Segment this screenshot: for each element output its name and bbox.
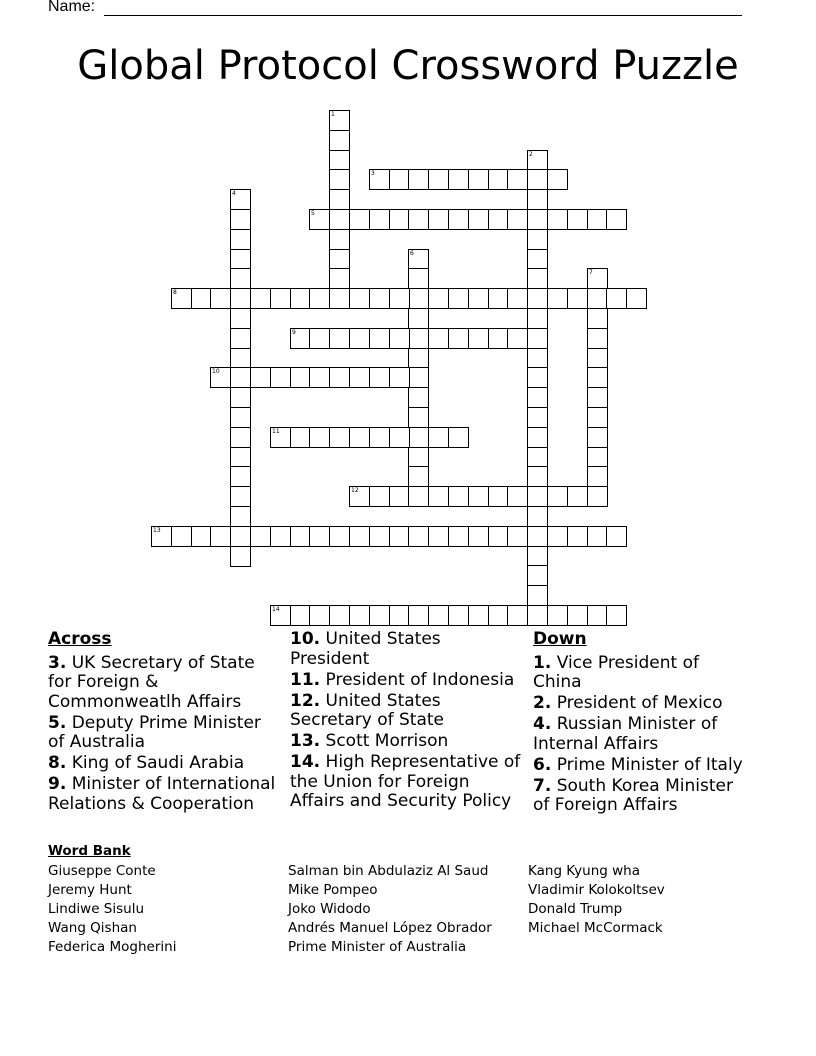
crossword-cell[interactable] <box>606 209 627 230</box>
crossword-cell[interactable] <box>606 288 627 309</box>
crossword-cell[interactable] <box>408 605 429 626</box>
cell-number: 9 <box>292 329 296 336</box>
word-bank-heading: Word Bank <box>48 843 131 859</box>
crossword-cell[interactable] <box>230 348 251 369</box>
crossword-cell[interactable] <box>329 150 350 171</box>
crossword-cell[interactable] <box>210 526 231 547</box>
crossword-cell[interactable] <box>270 367 291 388</box>
cell-number: 11 <box>272 428 280 435</box>
crossword-cell[interactable] <box>527 229 548 250</box>
crossword-cell[interactable] <box>408 407 429 428</box>
crossword-cell[interactable] <box>210 288 231 309</box>
crossword-cell[interactable] <box>230 447 251 468</box>
crossword-cell[interactable] <box>507 605 528 626</box>
crossword-cell[interactable] <box>408 526 429 547</box>
word-bank-item: Kang Kyung wha <box>528 863 641 879</box>
crossword-cell[interactable] <box>606 526 627 547</box>
crossword-cell[interactable] <box>587 447 608 468</box>
crossword-cell[interactable] <box>191 288 212 309</box>
crossword-cell[interactable] <box>587 367 608 388</box>
clue-item <box>290 630 522 669</box>
down-clue-list <box>533 654 743 816</box>
crossword-cell[interactable] <box>527 427 548 448</box>
cell-number: 10 <box>212 368 220 375</box>
crossword-cell[interactable] <box>527 169 548 190</box>
crossword-cell[interactable] <box>329 189 350 210</box>
crossword-cell[interactable] <box>448 288 469 309</box>
clue-item <box>48 654 276 713</box>
crossword-cell[interactable] <box>329 229 350 250</box>
crossword-cell[interactable] <box>547 605 568 626</box>
crossword-cell[interactable] <box>290 288 311 309</box>
clue-item <box>48 714 276 753</box>
crossword-cell[interactable] <box>527 189 548 210</box>
crossword-cell[interactable] <box>428 328 449 349</box>
crossword-cell[interactable] <box>369 605 390 626</box>
crossword-cell[interactable] <box>468 169 489 190</box>
clue-text: High Representative of the Union for Foreign Affairs and Security Policy <box>290 752 521 811</box>
crossword-cell[interactable] <box>389 209 410 230</box>
crossword-cell[interactable] <box>230 288 251 309</box>
crossword-cell[interactable] <box>448 169 469 190</box>
clue-text: Russian Minister of Internal Affairs <box>533 714 718 754</box>
crossword-cell[interactable] <box>468 328 489 349</box>
crossword-cell[interactable] <box>408 169 429 190</box>
crossword-cell[interactable] <box>230 526 251 547</box>
word-bank-item: Mike Pompeo <box>288 882 378 898</box>
crossword-cell[interactable] <box>369 367 390 388</box>
clue-item <box>533 654 743 693</box>
crossword-cell[interactable] <box>230 506 251 527</box>
crossword-cell[interactable] <box>408 387 429 408</box>
crossword-cell[interactable] <box>369 328 390 349</box>
crossword-cell[interactable] <box>507 486 528 507</box>
crossword-cell[interactable] <box>408 367 429 388</box>
crossword-cell[interactable] <box>428 605 449 626</box>
word-bank-column-2 <box>288 862 492 957</box>
crossword-cell[interactable] <box>507 209 528 230</box>
word-bank-item: Andrés Manuel López Obrador <box>288 920 492 936</box>
crossword-cell[interactable] <box>408 486 429 507</box>
crossword-cell[interactable] <box>329 427 350 448</box>
crossword-cell[interactable] <box>210 367 231 388</box>
crossword-cell[interactable] <box>250 288 271 309</box>
crossword-cell[interactable] <box>587 526 608 547</box>
crossword-cell[interactable] <box>230 466 251 487</box>
crossword-cell[interactable] <box>369 209 390 230</box>
crossword-cell[interactable] <box>527 585 548 606</box>
crossword-cell[interactable] <box>587 466 608 487</box>
crossword-cell[interactable] <box>329 110 350 131</box>
clue-text: Vice President of China <box>533 652 699 692</box>
crossword-cell[interactable] <box>567 526 588 547</box>
crossword-cell[interactable] <box>329 526 350 547</box>
clue-item <box>290 753 522 812</box>
crossword-cell[interactable] <box>587 268 608 289</box>
crossword-cell[interactable] <box>428 526 449 547</box>
crossword-cell[interactable] <box>369 526 390 547</box>
crossword-cell[interactable] <box>527 387 548 408</box>
cell-number: 13 <box>153 527 161 534</box>
crossword-cell[interactable] <box>408 249 429 270</box>
crossword-cell[interactable] <box>527 565 548 586</box>
crossword-cell[interactable] <box>389 427 410 448</box>
crossword-cell[interactable] <box>329 328 350 349</box>
crossword-cell[interactable] <box>349 486 370 507</box>
clue-number: 8. <box>48 753 67 773</box>
crossword-cell[interactable] <box>349 605 370 626</box>
word-bank-item: Vladimir Kolokoltsev <box>528 882 665 898</box>
crossword-cell[interactable] <box>527 150 548 171</box>
name-label: Name: <box>48 0 96 15</box>
clue-number: 9. <box>48 774 67 794</box>
crossword-cell[interactable] <box>171 288 192 309</box>
crossword-cell[interactable] <box>230 268 251 289</box>
crossword-cell[interactable] <box>329 367 350 388</box>
crossword-cell[interactable] <box>448 427 469 448</box>
crossword-cell[interactable] <box>527 328 548 349</box>
crossword-cell[interactable] <box>250 367 271 388</box>
crossword-cell[interactable] <box>567 288 588 309</box>
crossword-cell[interactable] <box>448 209 469 230</box>
crossword-cell[interactable] <box>230 308 251 329</box>
crossword-cell[interactable] <box>587 308 608 329</box>
crossword-cell[interactable] <box>507 288 528 309</box>
clue-item <box>533 715 743 754</box>
crossword-cell[interactable] <box>230 407 251 428</box>
crossword-cell[interactable] <box>587 209 608 230</box>
crossword-cell[interactable] <box>408 209 429 230</box>
crossword-cell[interactable] <box>527 348 548 369</box>
clue-number: 12. <box>290 690 321 711</box>
crossword-cell[interactable] <box>527 526 548 547</box>
crossword-cell[interactable] <box>329 249 350 270</box>
crossword-cell[interactable] <box>587 328 608 349</box>
clue-number: 3. <box>48 652 67 673</box>
clue-text: President of Mexico <box>556 693 723 713</box>
crossword-cell[interactable] <box>349 209 370 230</box>
clue-item <box>290 671 522 691</box>
crossword-cell[interactable] <box>369 486 390 507</box>
crossword-cell[interactable] <box>329 209 350 230</box>
crossword-cell[interactable] <box>507 169 528 190</box>
crossword-cell[interactable] <box>230 427 251 448</box>
cell-number: 7 <box>589 269 593 276</box>
word-bank-item: Salman bin Abdulaziz Al Saud <box>288 863 489 879</box>
crossword-cell[interactable] <box>349 328 370 349</box>
crossword-cell[interactable] <box>448 328 469 349</box>
clue-column-3 <box>533 630 743 817</box>
crossword-cell[interactable] <box>587 387 608 408</box>
crossword-cell[interactable] <box>230 486 251 507</box>
crossword-cell[interactable] <box>527 447 548 468</box>
crossword-cell[interactable] <box>468 526 489 547</box>
crossword-cell[interactable] <box>488 328 509 349</box>
crossword-cell[interactable] <box>389 328 410 349</box>
crossword-cell[interactable] <box>270 288 291 309</box>
crossword-cell[interactable] <box>329 169 350 190</box>
crossword-cell[interactable] <box>309 367 330 388</box>
clue-item <box>48 754 276 774</box>
cell-number: 6 <box>410 250 414 257</box>
crossword-cell[interactable] <box>290 605 311 626</box>
clue-text: Scott Morrison <box>325 731 449 751</box>
clue-number: 4. <box>533 714 552 734</box>
crossword-cell[interactable] <box>547 209 568 230</box>
cell-number: 1 <box>331 111 335 118</box>
crossword-cell[interactable] <box>171 526 192 547</box>
clue-item <box>533 777 743 816</box>
crossword-cell[interactable] <box>587 407 608 428</box>
crossword-cell[interactable] <box>488 209 509 230</box>
crossword-cell[interactable] <box>507 526 528 547</box>
clue-number: 5. <box>48 712 67 733</box>
crossword-cell[interactable] <box>290 328 311 349</box>
crossword-cell[interactable] <box>527 407 548 428</box>
crossword-cell[interactable] <box>527 288 548 309</box>
crossword-cell[interactable] <box>349 367 370 388</box>
clue-text: United States President <box>290 629 441 669</box>
word-bank-item: Federica Mogherini <box>48 939 177 955</box>
crossword-cell[interactable] <box>290 427 311 448</box>
crossword-cell[interactable] <box>428 486 449 507</box>
word-bank-item: Jeremy Hunt <box>48 882 132 898</box>
crossword-cell[interactable] <box>369 169 390 190</box>
crossword-cell[interactable] <box>587 348 608 369</box>
page-title: Global Protocol Crossword Puzzle <box>77 43 739 89</box>
word-bank-item: Giuseppe Conte <box>48 863 156 879</box>
crossword-cell[interactable] <box>389 169 410 190</box>
crossword-cell[interactable] <box>309 209 330 230</box>
crossword-cell[interactable] <box>507 328 528 349</box>
crossword-cell[interactable] <box>428 288 449 309</box>
crossword-cell[interactable] <box>349 288 370 309</box>
crossword-cell[interactable] <box>527 466 548 487</box>
crossword-cell[interactable] <box>230 387 251 408</box>
clue-column-1 <box>48 630 276 816</box>
clue-text: King of Saudi Arabia <box>71 753 245 773</box>
crossword-cell[interactable] <box>270 526 291 547</box>
clue-item <box>533 756 743 776</box>
cell-number: 3 <box>371 170 375 177</box>
crossword-cell[interactable] <box>567 605 588 626</box>
crossword-cell[interactable] <box>448 605 469 626</box>
clue-text: President of Indonesia <box>325 669 515 690</box>
crossword-cell[interactable] <box>488 486 509 507</box>
clue-column-2 <box>290 630 522 813</box>
clue-text: Prime Minister of Italy <box>556 754 743 775</box>
crossword-cell[interactable] <box>389 288 410 309</box>
crossword-cell[interactable] <box>587 288 608 309</box>
clue-number: 11. <box>290 669 321 690</box>
crossword-cell[interactable] <box>408 447 429 468</box>
crossword-cell[interactable] <box>191 526 212 547</box>
crossword-cell[interactable] <box>290 367 311 388</box>
crossword-cell[interactable] <box>527 308 548 329</box>
cell-number: 12 <box>351 487 359 494</box>
across-clue-list <box>48 654 276 815</box>
across-heading: Across <box>48 629 112 649</box>
clue-number: 10. <box>290 629 321 649</box>
clue-number: 2. <box>533 693 552 713</box>
word-bank-item: Joko Widodo <box>288 901 371 917</box>
clue-text: South Korea Minister of Foreign Affairs <box>533 775 733 815</box>
crossword-cell[interactable] <box>389 605 410 626</box>
crossword-cell[interactable] <box>468 605 489 626</box>
crossword-cell[interactable] <box>230 367 251 388</box>
crossword-cell[interactable] <box>567 209 588 230</box>
crossword-cell[interactable] <box>408 466 429 487</box>
crossword-cell[interactable] <box>329 268 350 289</box>
crossword-cell[interactable] <box>230 249 251 270</box>
crossword-cell[interactable] <box>468 209 489 230</box>
crossword-cell[interactable] <box>428 427 449 448</box>
clue-number: 14. <box>290 752 321 772</box>
crossword-cell[interactable] <box>309 605 330 626</box>
crossword-cell[interactable] <box>270 605 291 626</box>
crossword-cell[interactable] <box>527 268 548 289</box>
crossword-cell[interactable] <box>230 229 251 250</box>
crossword-cell[interactable] <box>230 328 251 349</box>
crossword-cell[interactable] <box>230 209 251 230</box>
word-bank-item: Wang Qishan <box>48 920 137 936</box>
crossword-cell[interactable] <box>408 328 429 349</box>
crossword-cell[interactable] <box>527 605 548 626</box>
crossword-cell[interactable] <box>587 605 608 626</box>
clue-item <box>290 732 522 752</box>
crossword-cell[interactable] <box>488 605 509 626</box>
cell-number: 2 <box>529 151 533 158</box>
cell-number: 8 <box>173 289 177 296</box>
crossword-cell[interactable] <box>369 288 390 309</box>
down-heading: Down <box>533 629 587 649</box>
crossword-cell[interactable] <box>369 427 390 448</box>
clue-item <box>48 775 276 814</box>
clue-item <box>290 692 522 731</box>
crossword-cell[interactable] <box>290 526 311 547</box>
crossword-cell[interactable] <box>527 209 548 230</box>
crossword-cell[interactable] <box>389 367 410 388</box>
crossword-cell[interactable] <box>329 130 350 151</box>
cell-number: 14 <box>272 606 280 613</box>
crossword-cell[interactable] <box>488 288 509 309</box>
crossword-cell[interactable] <box>527 249 548 270</box>
crossword-cell[interactable] <box>408 348 429 369</box>
crossword-cell[interactable] <box>587 486 608 507</box>
crossword-cell[interactable] <box>527 506 548 527</box>
word-bank-item: Michael McCormack <box>528 920 663 936</box>
crossword-cell[interactable] <box>448 486 469 507</box>
crossword-cell[interactable] <box>270 427 291 448</box>
cell-number: 4 <box>232 190 236 197</box>
crossword-cell[interactable] <box>527 367 548 388</box>
crossword-cell[interactable] <box>408 308 429 329</box>
clue-item <box>533 694 743 714</box>
clue-text: United States Secretary of State <box>290 690 444 730</box>
crossword-cell[interactable] <box>468 288 489 309</box>
crossword-cell[interactable] <box>567 486 588 507</box>
crossword-cell[interactable] <box>349 427 370 448</box>
crossword-cell[interactable] <box>527 486 548 507</box>
crossword-cell[interactable] <box>309 328 330 349</box>
clue-number: 1. <box>533 652 552 673</box>
crossword-cell[interactable] <box>606 605 627 626</box>
crossword-cell[interactable] <box>389 486 410 507</box>
crossword-cell[interactable] <box>230 189 251 210</box>
crossword-cell[interactable] <box>448 526 469 547</box>
crossword-cell[interactable] <box>230 546 251 567</box>
crossword-cell[interactable] <box>547 169 568 190</box>
crossword-cell[interactable] <box>547 526 568 547</box>
crossword-cell[interactable] <box>626 288 647 309</box>
clue-number: 7. <box>533 775 552 796</box>
cell-number: 5 <box>311 210 315 217</box>
crossword-cell[interactable] <box>329 288 350 309</box>
clue-text: Minister of International Relations & Cooperation <box>48 774 276 814</box>
word-bank-item: Lindiwe Sisulu <box>48 901 145 917</box>
crossword-cell[interactable] <box>309 427 330 448</box>
crossword-cell[interactable] <box>408 268 429 289</box>
crossword-cell[interactable] <box>488 526 509 547</box>
crossword-cell[interactable] <box>428 169 449 190</box>
clue-number: 6. <box>533 754 552 775</box>
clue-number: 13. <box>290 731 321 751</box>
word-bank-item: Prime Minister of Australia <box>288 939 467 955</box>
crossword-cell[interactable] <box>587 427 608 448</box>
crossword-cell[interactable] <box>547 486 568 507</box>
crossword-cell[interactable] <box>408 288 429 309</box>
crossword-cell[interactable] <box>151 526 172 547</box>
crossword-cell[interactable] <box>349 526 370 547</box>
crossword-cell[interactable] <box>329 605 350 626</box>
crossword-cell[interactable] <box>309 288 330 309</box>
word-bank-column-1 <box>48 862 176 957</box>
crossword-cell[interactable] <box>527 546 548 567</box>
crossword-cell[interactable] <box>468 486 489 507</box>
crossword-cell[interactable] <box>309 526 330 547</box>
crossword-cell[interactable] <box>488 169 509 190</box>
crossword-cell[interactable] <box>428 209 449 230</box>
clue-text: UK Secretary of State for Foreign & Commonweatlh Affairs <box>48 652 255 712</box>
crossword-cell[interactable] <box>547 288 568 309</box>
crossword-cell[interactable] <box>389 526 410 547</box>
word-bank-item: Donald Trump <box>528 901 623 917</box>
word-bank-column-3 <box>528 862 665 938</box>
across-clue-list-continued <box>290 630 522 812</box>
crossword-cell[interactable] <box>250 526 271 547</box>
clue-text: Deputy Prime Minister of Australia <box>48 712 261 752</box>
crossword-cell[interactable] <box>408 427 429 448</box>
